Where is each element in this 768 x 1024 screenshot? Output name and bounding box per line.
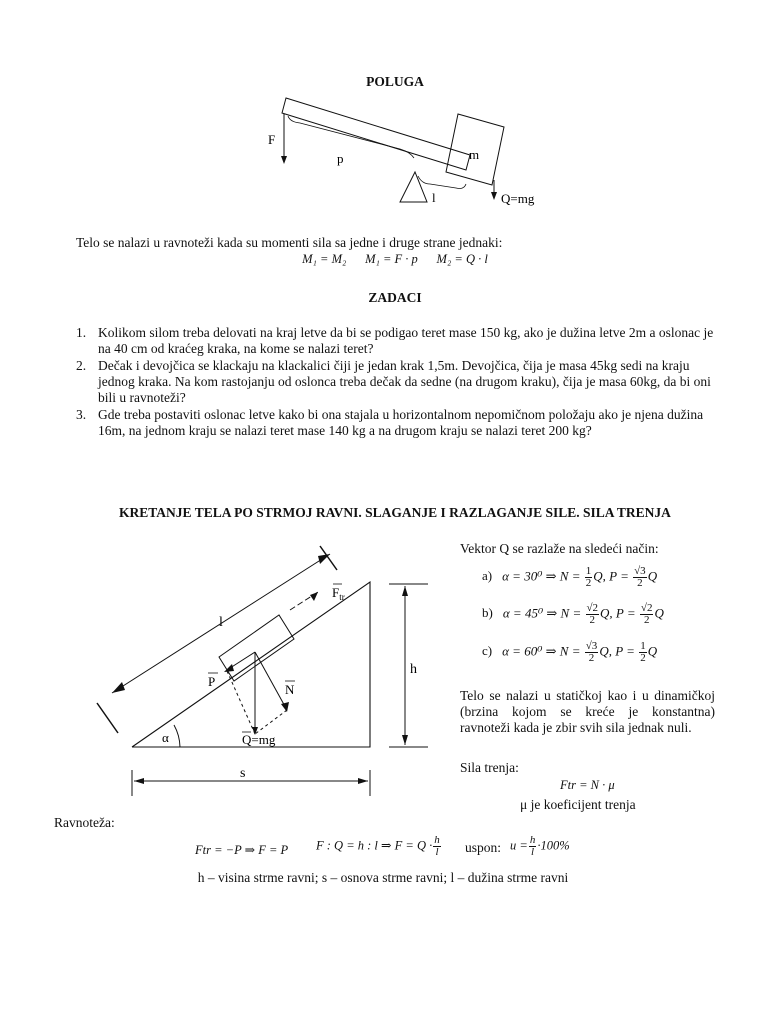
- lever-diagram: [260, 92, 550, 212]
- section-title-poluga: POLUGA: [366, 74, 424, 89]
- task-list: [76, 325, 726, 440]
- lever-label-Q: Q=mg: [501, 191, 535, 206]
- uspon-formula: u = $\frac{h}{l}$ ·100%: [510, 834, 570, 858]
- moment-formula: M₁ = M₂ M₁ = F · p M₂ = Q · l: [302, 252, 488, 266]
- incline-label-l: l: [219, 615, 223, 630]
- balance-formula-1: Ftr = −P ⇒ F = P: [195, 843, 289, 857]
- friction-formula: Ftr = N · μ: [560, 778, 615, 792]
- uspon-label: uspon:: [465, 840, 502, 855]
- case-c: c) α = 60⁰ ⇒ N = $\frac{√3}{2}$ Q, P = $\frac{1}{2}$ Q: [482, 640, 658, 664]
- section-title-zadaci: ZADACI: [368, 290, 422, 305]
- task-item: 3. Gde treba postaviti oslonac letve kako bi ona stajala u horizontalnom nepomičnom položaju ako je njena dužina 16m, na jednom kraju se nalazi teret mase 140 kg a na drugom kraju se nalazi teret 200 kg?: [76, 407, 704, 438]
- equilibrium-text: Telo se nalazi u ravnoteži kada su momenti sila sa jedne i druge strane jednaki:: [76, 235, 503, 250]
- case-b: b) α = 45⁰ ⇒ N = $\frac{√2}{2}$ Q, P = $\frac{√2}{2}$ Q: [482, 602, 664, 626]
- incline-diagram: [92, 540, 442, 800]
- static-equilibrium-text: Telo se nalazi u statičkoj kao i u dinamičkoj (brzina kojom se kreće je konstantna) ravnoteži kada je zbir svih sila jednak nuli.: [460, 688, 715, 735]
- vector-text: Vektor Q se razlaže na sledeći način:: [460, 541, 659, 556]
- lever-label-m: m: [469, 147, 480, 162]
- case-a: a) α = 30⁰ ⇒ N = $\frac{1}{2}$ Q, P = $\frac{√3}{2}$ Q: [482, 565, 658, 589]
- lever-label-p: p: [337, 151, 344, 166]
- section-title-strma-ravan: KRETANJE TELA PO STRMOJ RAVNI. SLAGANJE I RAZLAGANJE SILE. SILA TRENJA: [119, 505, 671, 520]
- lever-label-l: l: [432, 190, 436, 205]
- task-item: 1. Kolikom silom treba delovati na kraj letve da bi se podigao teret mase 150 kg, ako je dužina letve 2m a oslonac je na 40 cm od kraćeg kraka, na kome se nalazi teret?: [76, 325, 714, 356]
- incline-label-N: N: [285, 682, 295, 697]
- incline-label-Q: Q=mg: [242, 732, 276, 747]
- friction-label: Sila trenja:: [460, 760, 519, 775]
- balance-formula-2: F : Q = h : l ⇒ F = Q · $\frac{h}{l}$: [316, 834, 440, 858]
- lever-label-F: F: [268, 132, 276, 147]
- task-item: 2. Dečak i devojčica se klackaju na klackalici čiji je jedan krak 1,5m. Devojčica, čija je masa 45kg sedi na kraju jednog kraka. Na kom rastojanju od oslonca treba dečak da sedne (na drugom kraku), čija je masa 60kg, da bi oni bili u ravnoteži?: [76, 358, 711, 405]
- incline-label-h: h: [410, 662, 417, 677]
- incline-label-P: P: [208, 674, 216, 689]
- legend-text: h – visina strme ravni; s – osnova strme ravni; l – dužina strme ravni: [197, 870, 569, 885]
- balance-label: Ravnoteža:: [54, 815, 115, 830]
- incline-label-Ftr: $F_{tr}$: [332, 585, 345, 602]
- mu-text: μ je koeficijent trenja: [520, 797, 636, 812]
- incline-label-s: s: [240, 766, 246, 781]
- incline-label-alpha: α: [162, 730, 169, 745]
